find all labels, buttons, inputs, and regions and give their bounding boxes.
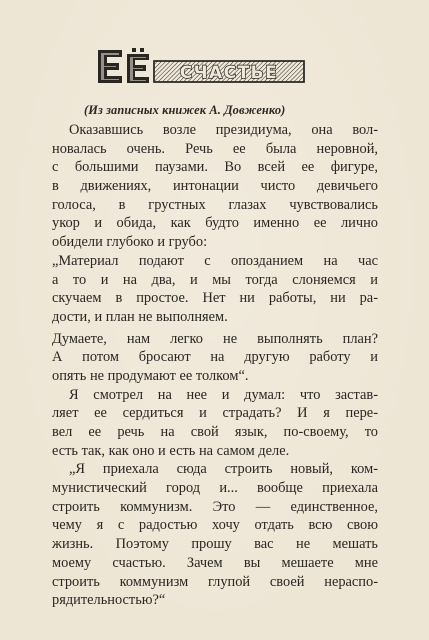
svg-text:СЧАСТЬЕ: СЧАСТЬЕ [179,63,279,83]
text-line: строить коммунизм глупой своей нераспо- [52,573,378,590]
text-line: мунистический город и... вообще приехала [52,480,378,497]
article-title [96,46,306,86]
title-letter-e2 [127,48,149,83]
text-line: голоса, в грустных глазах чувствовались [52,196,378,213]
text-line: обидели глубоко и грубо: [52,234,208,251]
text-line: ляет ее сердиться и страдать? И я пере- [52,405,378,422]
text-line: есть так, как оно и есть на самом деле. [52,442,290,459]
title-letter-e1 [98,50,122,83]
text-line: скучаем в простое. Нет ни работы, ни ра- [52,290,378,307]
article-body [52,121,378,610]
title-banner [154,61,304,83]
text-line: а то и на два, и мы тогда слоняемся и [52,271,378,288]
text-line: опять не продумают ее толком“. [52,367,249,384]
text-line: А потом бросают на другую работу и [52,349,378,366]
text-line: новалась очень. Речь ее была неровной, [52,140,378,157]
text-line: вел ее речь на свой язык, по-своему, то [52,424,378,440]
title-lettering-graphic [96,46,306,86]
text-line: моему счастью. Зачем вы мешаете мне [52,554,378,571]
text-line: с большими паузами. Во всей ее фигуре, [52,159,378,176]
text-line: Я смотрел на нее и думал: что застав- [69,386,378,403]
text-line: жизнь. Поэтому прошу вас не мешать [52,536,378,553]
text-line: строить коммунизм. Это — единственное, [52,498,378,515]
text-line: „Я приехала сюда строить новый, ком- [69,461,378,478]
text-line: Оказавшись возле президиума, она вол- [69,122,378,138]
text-line: в движениях, интонации чисто девичьего [52,178,378,195]
text-line: „Материал подают с опозданием на час [52,252,378,269]
text-line: рядительностью?“ [52,592,166,609]
article-subtitle: (Из записных книжек А. Довженко) [84,103,286,117]
text-line: чему я с радостью хочу отдать всю свою [52,517,378,534]
text-line: укор и обида, как будто именно ее лично [52,215,378,232]
text-line: Думаете, нам легко не выполнять план? [52,330,378,347]
text-line: дости, и план не выполняем. [52,308,228,325]
